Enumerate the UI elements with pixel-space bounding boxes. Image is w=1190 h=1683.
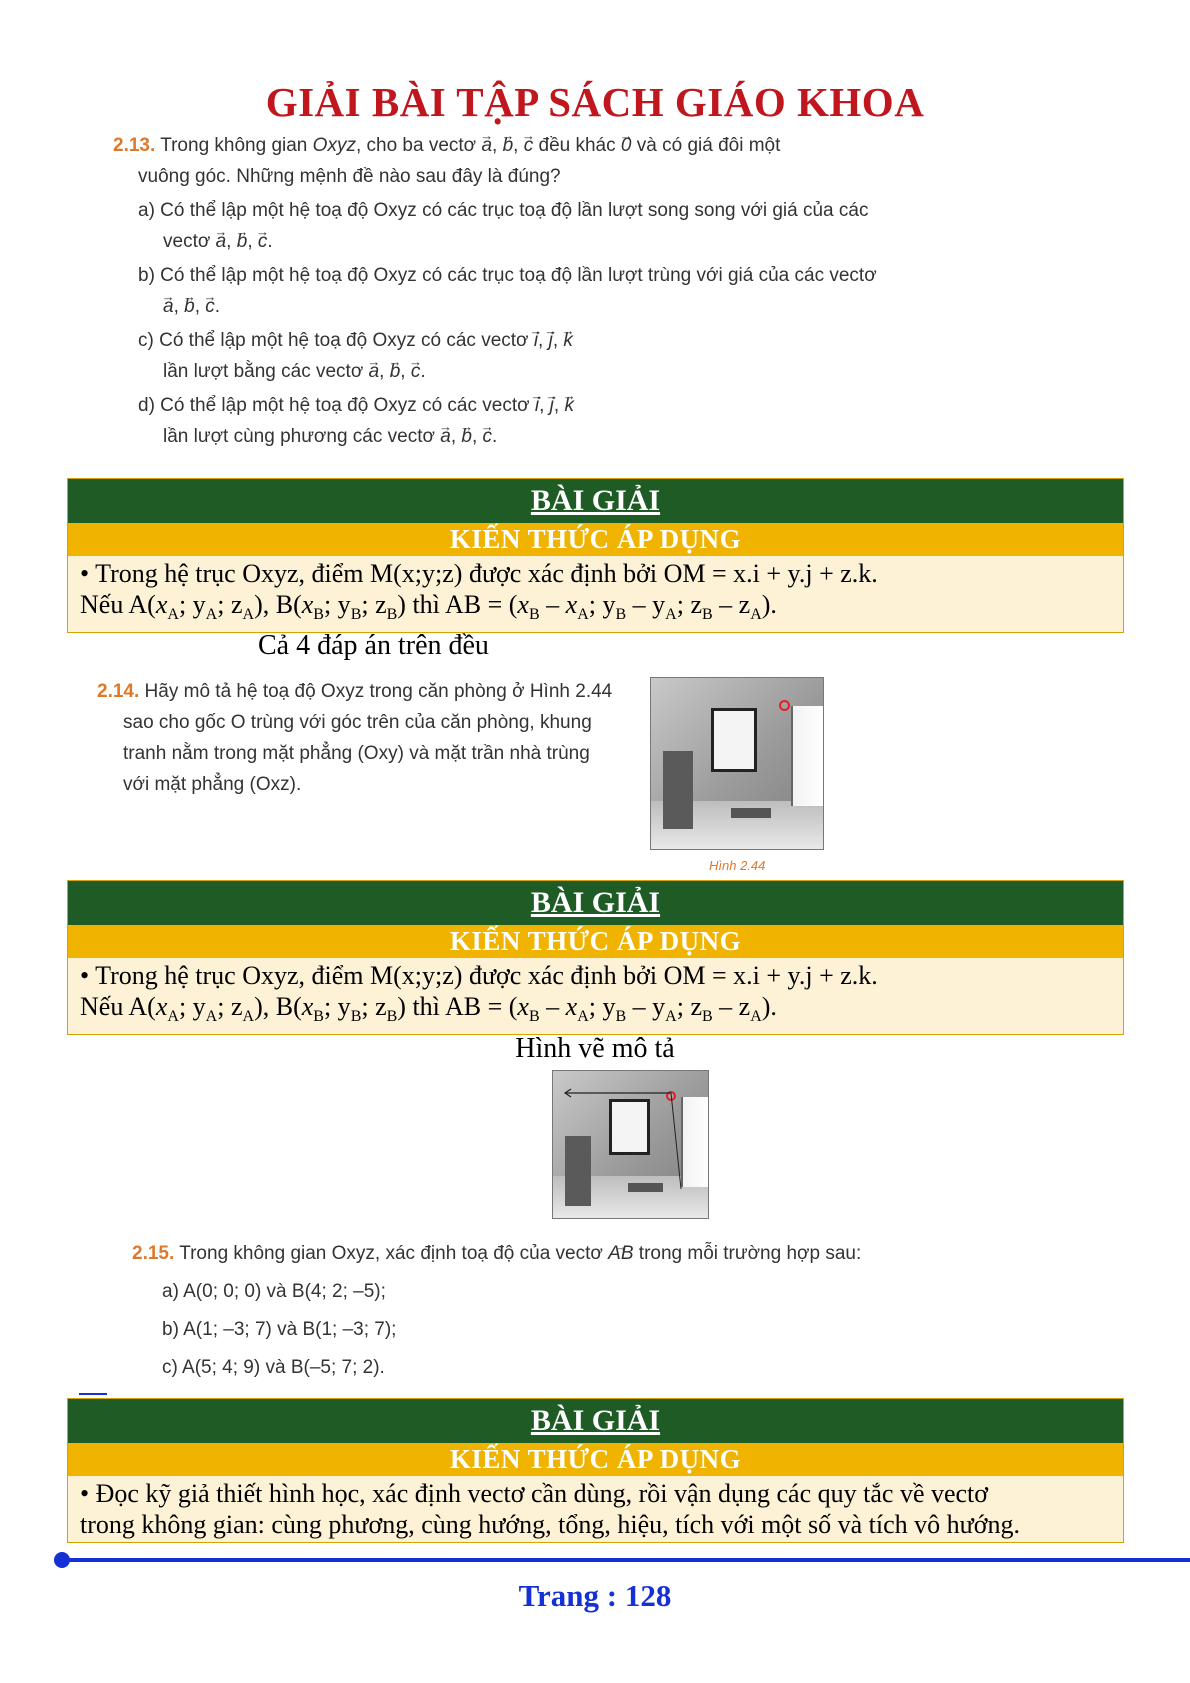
knowledge-line-2: trong không gian: cùng phương, cùng hướng, tổng, hiệu, tích với một số và tích vô hướng.	[80, 1510, 1021, 1539]
option-d: d) Có thể lập một hệ toạ độ Oxyz có các vectơ → i, → j, → k	[113, 390, 883, 421]
option-d-cont: lần lượt cùng phương các vectơ → a, → b, → c.	[113, 421, 883, 452]
exercise-2-15: 2.15. Trong không gian Oxyz, xác định toạ độ của vectơ → AB trong mỗi trường hợp sau: a) A(0; 0; 0) và B(4; 2; –5); b) A(1; –3; 7) và B(1; –3; 7); c) A(5; 4; 9) và B(–5; 7; 2).	[132, 1235, 1012, 1387]
page-title: GIẢI BÀI TẬP SÁCH GIÁO KHOA	[265, 79, 925, 125]
solution-box-1	[67, 478, 1124, 633]
exercise-2-14: 2.14. Hãy mô tả hệ toạ độ Oxyz trong căn phòng ở Hình 2.44 sao cho gốc O trùng với góc trên của căn phòng, khung tranh nằm trong mặt phẳng (Oxy) và mặt trần nhà trùng với mặt phẳng (Oxz).	[97, 681, 613, 795]
option-c: c) A(5; 4; 9) và B(–5; 7; 2).	[162, 1357, 385, 1378]
option-c: c) Có thể lập một hệ toạ độ Oxyz có các vectơ → i, → j, → k	[113, 325, 883, 356]
exercise-2-13	[113, 130, 883, 452]
option-b: b) A(1; –3; 7) và B(1; –3; 7);	[162, 1319, 397, 1340]
knowledge-line-1: • Trong hệ trục Oxyz, điểm M(x;y;z) được xác định bởi OM = x.i + y.j + z.k.	[80, 961, 878, 990]
solution-header: BÀI GIẢI	[68, 479, 1123, 523]
room-figure-annotated	[552, 1070, 709, 1219]
exercise-number: 2.13.	[113, 135, 156, 156]
option-a-cont: vectơ → a, → b, → c.	[113, 226, 883, 257]
knowledge-body	[68, 1476, 1123, 1542]
knowledge-line-1: • Trong hệ trục Oxyz, điểm M(x;y;z) được xác định bởi OM = x.i + y.j + z.k.	[80, 559, 878, 588]
exercise-number: 2.14.	[97, 681, 140, 702]
solution-header: BÀI GIẢI	[68, 1399, 1123, 1443]
exercise-2-13-intro-line2: vuông góc. Những mệnh đề nào sau đây là đúng?	[138, 166, 561, 187]
knowledge-line-2: Nếu $A(x_A$; $y_A$; $z_A$), $B(x_B$; $y_B$; $z_B$) thì AB = ($x_B - x_A$; $y_B - y_A$; $z_B - z_A$).	[80, 590, 777, 624]
room-figure-2-44	[650, 677, 824, 850]
knowledge-line-1: • Đọc kỹ giả thiết hình học, xác định vectơ cần dùng, rồi vận dụng các quy tắc về vectơ	[80, 1479, 989, 1508]
footer-divider	[60, 1558, 1190, 1562]
axis-arrows-icon	[553, 1071, 708, 1218]
option-a: a) Có thể lập một hệ toạ độ Oxyz có các trục toạ độ lần lượt song song với giá của các	[138, 200, 869, 221]
small-divider	[79, 1393, 107, 1395]
figure-caption: Hình 2.44	[709, 858, 766, 873]
option-c-cont: lần lượt bằng các vectơ → a, → b, → c.	[113, 356, 883, 387]
footer-dot-icon	[54, 1552, 70, 1568]
exercise-number: 2.15.	[132, 1243, 175, 1264]
answer-2-14: Hình vẽ mô tả	[515, 1033, 675, 1064]
answer-2-13: Cả 4 đáp án trên đều	[258, 630, 489, 661]
knowledge-header: KIẾN THỨC ÁP DỤNG	[68, 1443, 1123, 1476]
page-number: Trang : 128	[518, 1578, 672, 1613]
solution-header: BÀI GIẢI	[68, 881, 1123, 925]
knowledge-body	[68, 958, 1123, 1034]
exercise-2-13-intro: 2.13. Trong không gian Oxyz, cho ba vectơ → a, → b, → c đều khác → 0 và có giá đôi một	[113, 130, 883, 161]
option-a: a) A(0; 0; 0) và B(4; 2; –5);	[162, 1281, 386, 1302]
option-b: b) Có thể lập một hệ toạ độ Oxyz có các trục toạ độ lần lượt trùng với giá của các vectơ	[138, 265, 877, 286]
option-b-cont: → a, → b, → c.	[113, 291, 883, 322]
solution-box-3	[67, 1398, 1124, 1543]
knowledge-body	[68, 556, 1123, 632]
knowledge-header: KIẾN THỨC ÁP DỤNG	[68, 523, 1123, 556]
solution-box-2	[67, 880, 1124, 1035]
knowledge-line-2: Nếu $A(x_A$; $y_A$; $z_A$), $B(x_B$; $y_B$; $z_B$) thì AB = ($x_B - x_A$; $y_B - y_A$; $z_B - z_A$).	[80, 992, 777, 1026]
knowledge-header: KIẾN THỨC ÁP DỤNG	[68, 925, 1123, 958]
